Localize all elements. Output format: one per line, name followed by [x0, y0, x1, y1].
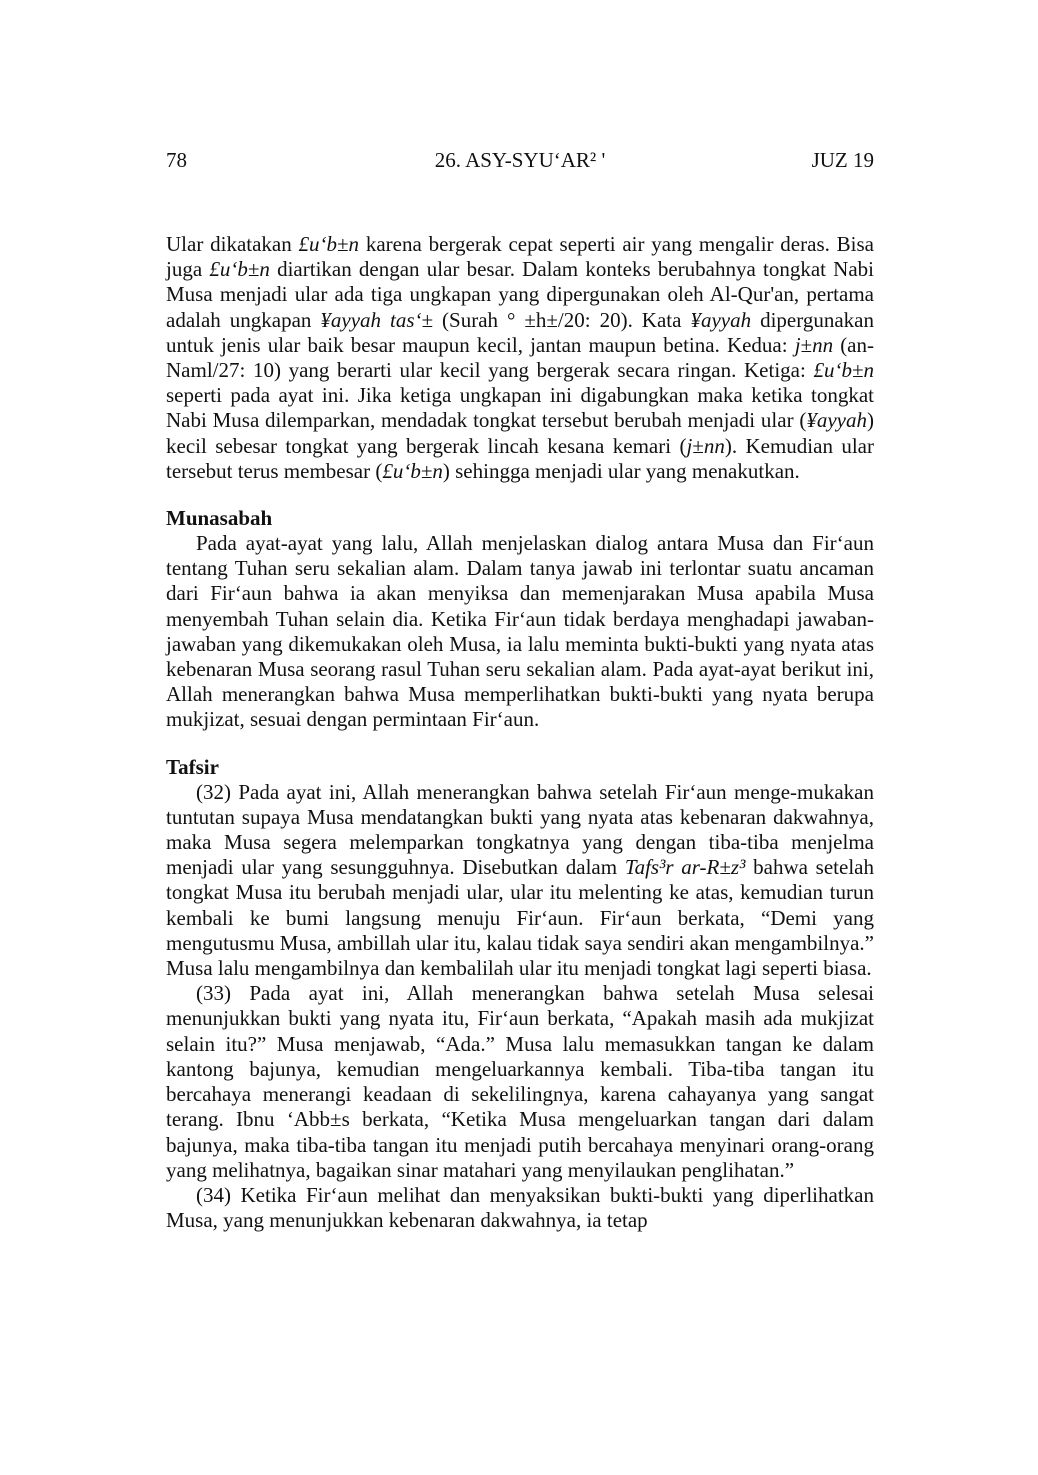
chapter-title: 26. ASY-SYU‘AR² ' — [434, 148, 606, 172]
juz-label: JUZ 19 — [811, 148, 874, 172]
tafsir-paragraph-32: (32) Pada ayat ini, Allah menerangkan bahwa setelah Fir‘aun menge-mukakan tuntutan supaya Musa mendatangkan bukti yang nyata atas kebenaran dakwahnya, maka Musa segera melemparkan tongkatnya yang dengan tiba-tiba menjelma menjadi ular yang sesungguhnya. Disebutkan dalam Tafs³r ar-R±z³ bahwa setelah tongkat Musa itu berubah menjadi ular, ular itu melenting ke atas, kemudian turun kembali ke bumi langsung menuju Fir‘aun. Fir‘aun berkata, “Demi yang mengutusmu Musa, ambillah ular itu, kalau tidak saya sendiri akan mengambilnya.” Musa lalu mengambilnya dan kembalilah ular itu menjadi tongkat lagi seperti biasa. — [166, 779, 874, 981]
tafsir-heading: Tafsir — [166, 754, 219, 779]
page-number: 78 — [166, 148, 187, 172]
page-body — [166, 232, 874, 1233]
page-header — [166, 145, 874, 175]
italic-term: ¥ayyah — [690, 307, 752, 332]
italic-term: £u‘b±n — [298, 232, 360, 256]
munasabah-paragraph: Pada ayat-ayat yang lalu, Allah menjelaskan dialog antara Musa dan Fir‘aun tentang Tuhan seru sekalian alam. Dalam tanya jawab ini terlontar suatu ancaman dari Fir‘aun bahwa ia akan menyiksa dan memenjarakan Musa apabila Musa menyembah Tuhan selain dia. Ketika Fir‘aun tidak berdaya menghadapi jawaban-jawaban yang dikemukakan oleh Musa, ia lalu meminta bukti-bukti yang nyata atas kebenaran Musa seorang rasul Tuhan seru sekalian alam. Pada ayat-ayat berikut ini, Allah menerangkan bahwa Musa memperlihatkan bukti-bukti yang nyata berupa mukjizat, sesuai dengan permintaan Fir‘aun. — [166, 531, 874, 732]
italic-term: Tafs³r ar-R±z³ — [624, 855, 746, 880]
italic-term: j±nn — [794, 332, 834, 357]
munasabah-heading: Munasabah — [166, 506, 273, 531]
tafsir-paragraph-33: (33) Pada ayat ini, Allah menerangkan bahwa setelah Musa selesai menunjukkan bukti yang nyata itu, Fir‘aun berkata, “Apakah masih ada mukjizat selain itu?” Musa menjawab, “Ada.” Musa lalu memasukkan tangan ke dalam kantong bajunya, kemudian mengeluarkannya kembali. Tiba-tiba tangan itu bercahaya menerangi keadaan di sekelilingnya, karena cahayanya yang sangat terang. Ibnu ‘Abb±s berkata, “Ketika Musa mengeluarkan tangan dari dalam bajunya, maka tiba-tiba tangan itu menjadi putih bercahaya menyinari orang-orang yang melihatnya, bagaikan sinar matahari yang menyilaukan penglihatan.” — [166, 981, 874, 1182]
italic-term: j±nn — [686, 433, 725, 458]
italic-term: £u‘b±n — [813, 358, 874, 383]
intro-paragraph: Ular dikatakan £u‘b±n karena bergerak cepat seperti air yang mengalir deras. Bisa juga £u‘b±n diartikan dengan ular besar. Dalam konteks berubahnya tongkat Nabi Musa menjadi ular ada tiga ungkapan yang dipergunakan oleh Al-Qur'an, pertama adalah ungkapan ¥ayyah tas‘± (Surah ° ±h±/20: 20). Kata ¥ayyah dipergunakan untuk jenis ular baik besar maupun kecil, jantan maupun betina. Kedua: j±nn (an-Naml/27: 10) yang berarti ular kecil yang bergerak secara ringan. Ketiga: £u‘b±n seperti pada ayat ini. Jika ketiga ungkapan ini digabungkan maka ketika tongkat Nabi Musa dilemparkan, mendadak tongkat tersebut berubah menjadi ular (¥ayyah) kecil sebesar tongkat yang bergerak lincah kesana kemari (j±nn). Kemudian ular tersebut terus membesar (£u‘b±n) sehingga menjadi ular yang menakutkan. — [166, 232, 875, 483]
italic-term: £u‘b±n — [209, 257, 270, 282]
italic-term: £u‘b±n — [382, 458, 443, 483]
tafsir-paragraph-34: (34) Ketika Fir‘aun melihat dan menyaksikan bukti-bukti yang diperlihatkan Musa, yang menunjukkan kebenaran dakwahnya, ia tetap — [166, 1182, 874, 1233]
italic-term: ¥ayyah tas‘± — [320, 307, 434, 332]
italic-term: ¥ayyah — [806, 408, 867, 433]
